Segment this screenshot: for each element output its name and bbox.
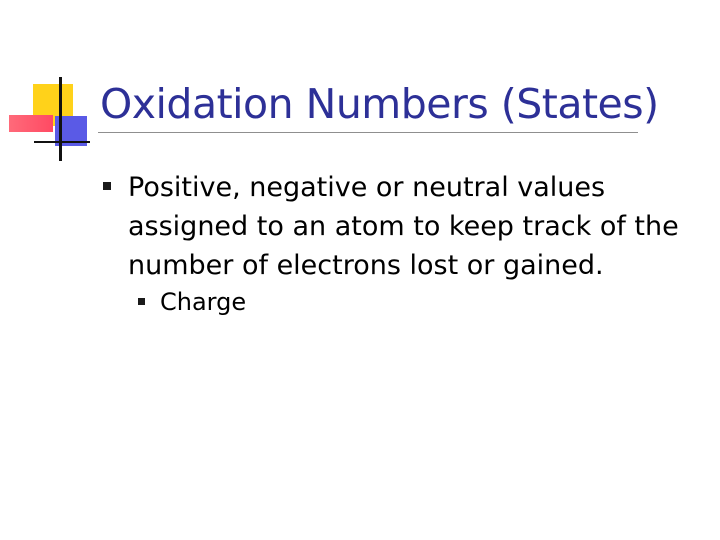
- sub-bullet-item: Charge: [160, 288, 247, 316]
- bullet-item: Positive, negative or neutral values assigned to an atom to keep track of the number of electrons lost or gained.: [128, 172, 679, 281]
- slide-title: Oxidation Numbers (States): [100, 80, 659, 128]
- logo-red-bar: [9, 115, 53, 132]
- title-underline: [98, 132, 638, 133]
- square-bullet-icon: [103, 182, 111, 190]
- square-bullet-icon: [138, 298, 145, 305]
- template-logo: [0, 0, 100, 170]
- logo-horizontal-line: [34, 141, 90, 143]
- logo-vertical-line: [59, 77, 62, 161]
